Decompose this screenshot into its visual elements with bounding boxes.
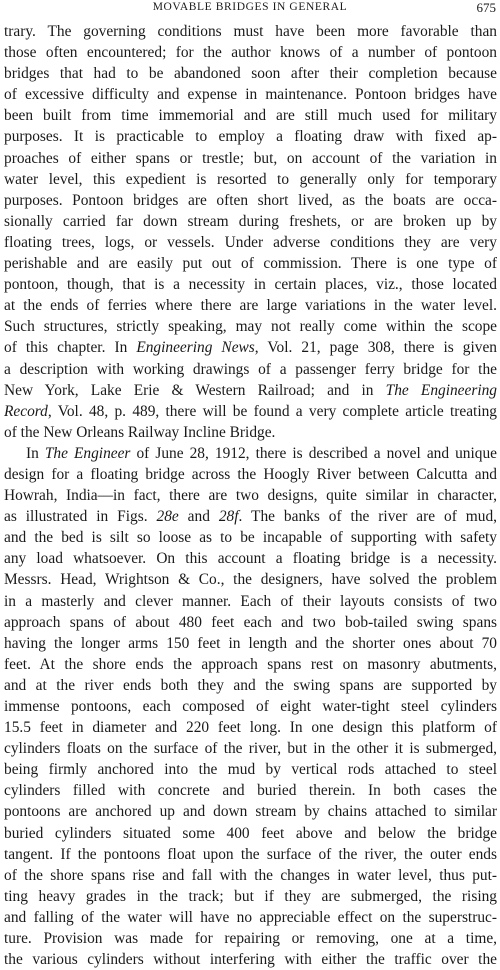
text-line: Howrah, India—in fact, there are two designs, quite similar in character, <box>4 487 497 505</box>
text-line: perishable and are easily put out of commission. There is one type of <box>4 255 497 273</box>
text-line: floating trees, logs, or vessels. Under adverse conditions they are very <box>4 233 497 251</box>
text-line: sionally carried far down stream during freshets, or are broken up by <box>4 212 497 230</box>
text-line: ture. Provision was made for repairing or removing, one at a time, <box>4 930 497 948</box>
text-line: 15.5 feet in diameter and 220 feet long. In one design this platform of <box>4 719 497 737</box>
text-line: in a masterly and clever manner. Each of their layouts consists of two <box>4 592 497 610</box>
text-line: of excessive difficulty and expense in maintenance. Pontoon bridges have <box>4 86 497 104</box>
text-line: bridges that had to be abandoned soon after their completion because <box>4 65 497 83</box>
text-line: cylinders floats on the surface of the river, but in the other it is submerged, <box>4 740 497 758</box>
text-line: the various cylinders without interfering with either the traffic over the <box>4 951 497 969</box>
text-line: buried cylinders situated some 400 feet above and below the bridge <box>4 824 497 842</box>
text-line: purposes. It is practicable to employ a floating draw with fixed ap- <box>4 128 497 146</box>
text-line: immense pontoons, each composed of eight water-tight steel cylinders <box>4 698 497 715</box>
text-line: any load whatsoever. On this account a floating bridge is a necessity. <box>4 550 497 568</box>
text-line: approach spans of about 480 feet each and two bob-tailed swing spans <box>4 613 497 631</box>
text-line: trary. The governing conditions must have been more favorable than <box>4 23 497 40</box>
text-line: purposes. Pontoon bridges are often short lived, as the boats are occa- <box>4 191 497 209</box>
text-line: being firmly anchored into the mud by vertical rods attached to steel <box>4 761 497 779</box>
text-line: and the bed is silt so loose as to be incapable of supporting with safety <box>4 529 497 547</box>
text-line: In The Engineer of June 28, 1912, there is described a novel and unique <box>26 444 497 462</box>
text-line: and at the river ends both they and the swing spans are supported by <box>4 676 497 694</box>
text-line: feet. At the shore ends the approach spans rest on masonry abutments, <box>4 655 497 673</box>
text-line: a description with working drawings of a passenger ferry bridge for the <box>4 360 497 378</box>
text-line: Record, Vol. 48, p. 489, there will be found a very complete article treating <box>4 402 497 420</box>
text-line: Messrs. Head, Wrightson & Co., the designers, have solved the problem <box>4 571 497 589</box>
text-line: cylinders filled with concrete and buried therein. In both cases the <box>4 782 497 800</box>
text-line: those often encountered; for the author knows of a number of pontoon <box>4 44 497 62</box>
text-line: as illustrated in Figs. 28e and 28f. The banks of the river are of mud, <box>4 508 497 526</box>
page-number: 675 <box>476 0 496 15</box>
text-line: pontoons are anchored up and down stream by chains attached to similar <box>4 803 497 821</box>
text-line: been built from time immemorial and are still much used for military <box>4 107 497 125</box>
text-line: design for a floating bridge across the Hoogly River between Calcutta and <box>4 465 497 483</box>
running-head: MOVABLE BRIDGES IN GENERAL <box>152 1 348 13</box>
text-line: proaches of either spans or trestle; but, on account of the variation in <box>4 149 497 167</box>
text-line: at the ends of ferries where there are large variations in the water level. <box>4 297 497 315</box>
page-header <box>0 0 500 20</box>
text-line: of the New Orleans Railway Incline Bridge. <box>4 423 276 441</box>
text-line: and falling of the water will have no appreciable effect on the superstruc- <box>4 908 497 926</box>
text-line: ting heavy grades in the track; but if they are submerged, the rising <box>4 887 497 905</box>
text-line: of the shore spans rise and fall with the changes in water level, thus put- <box>4 866 497 884</box>
text-line: of this chapter. In Engineering News, Vol. 21, page 308, there is given <box>4 339 497 357</box>
body-text <box>4 21 497 970</box>
text-line: tangent. If the pontoons float upon the surface of the river, the outer ends <box>4 845 497 863</box>
text-line: water level, this expedient is resorted to generally only for temporary <box>4 170 497 188</box>
text-line: having the longer arms 150 feet in length and the shorter ones about 70 <box>4 634 497 652</box>
text-line: Such structures, strictly speaking, may not really come within the scope <box>4 318 497 336</box>
text-line: New York, Lake Erie & Western Railroad; and in The Engineering <box>4 381 497 399</box>
text-line: pontoon, though, that is a necessity in certain places, viz., those located <box>4 276 497 294</box>
